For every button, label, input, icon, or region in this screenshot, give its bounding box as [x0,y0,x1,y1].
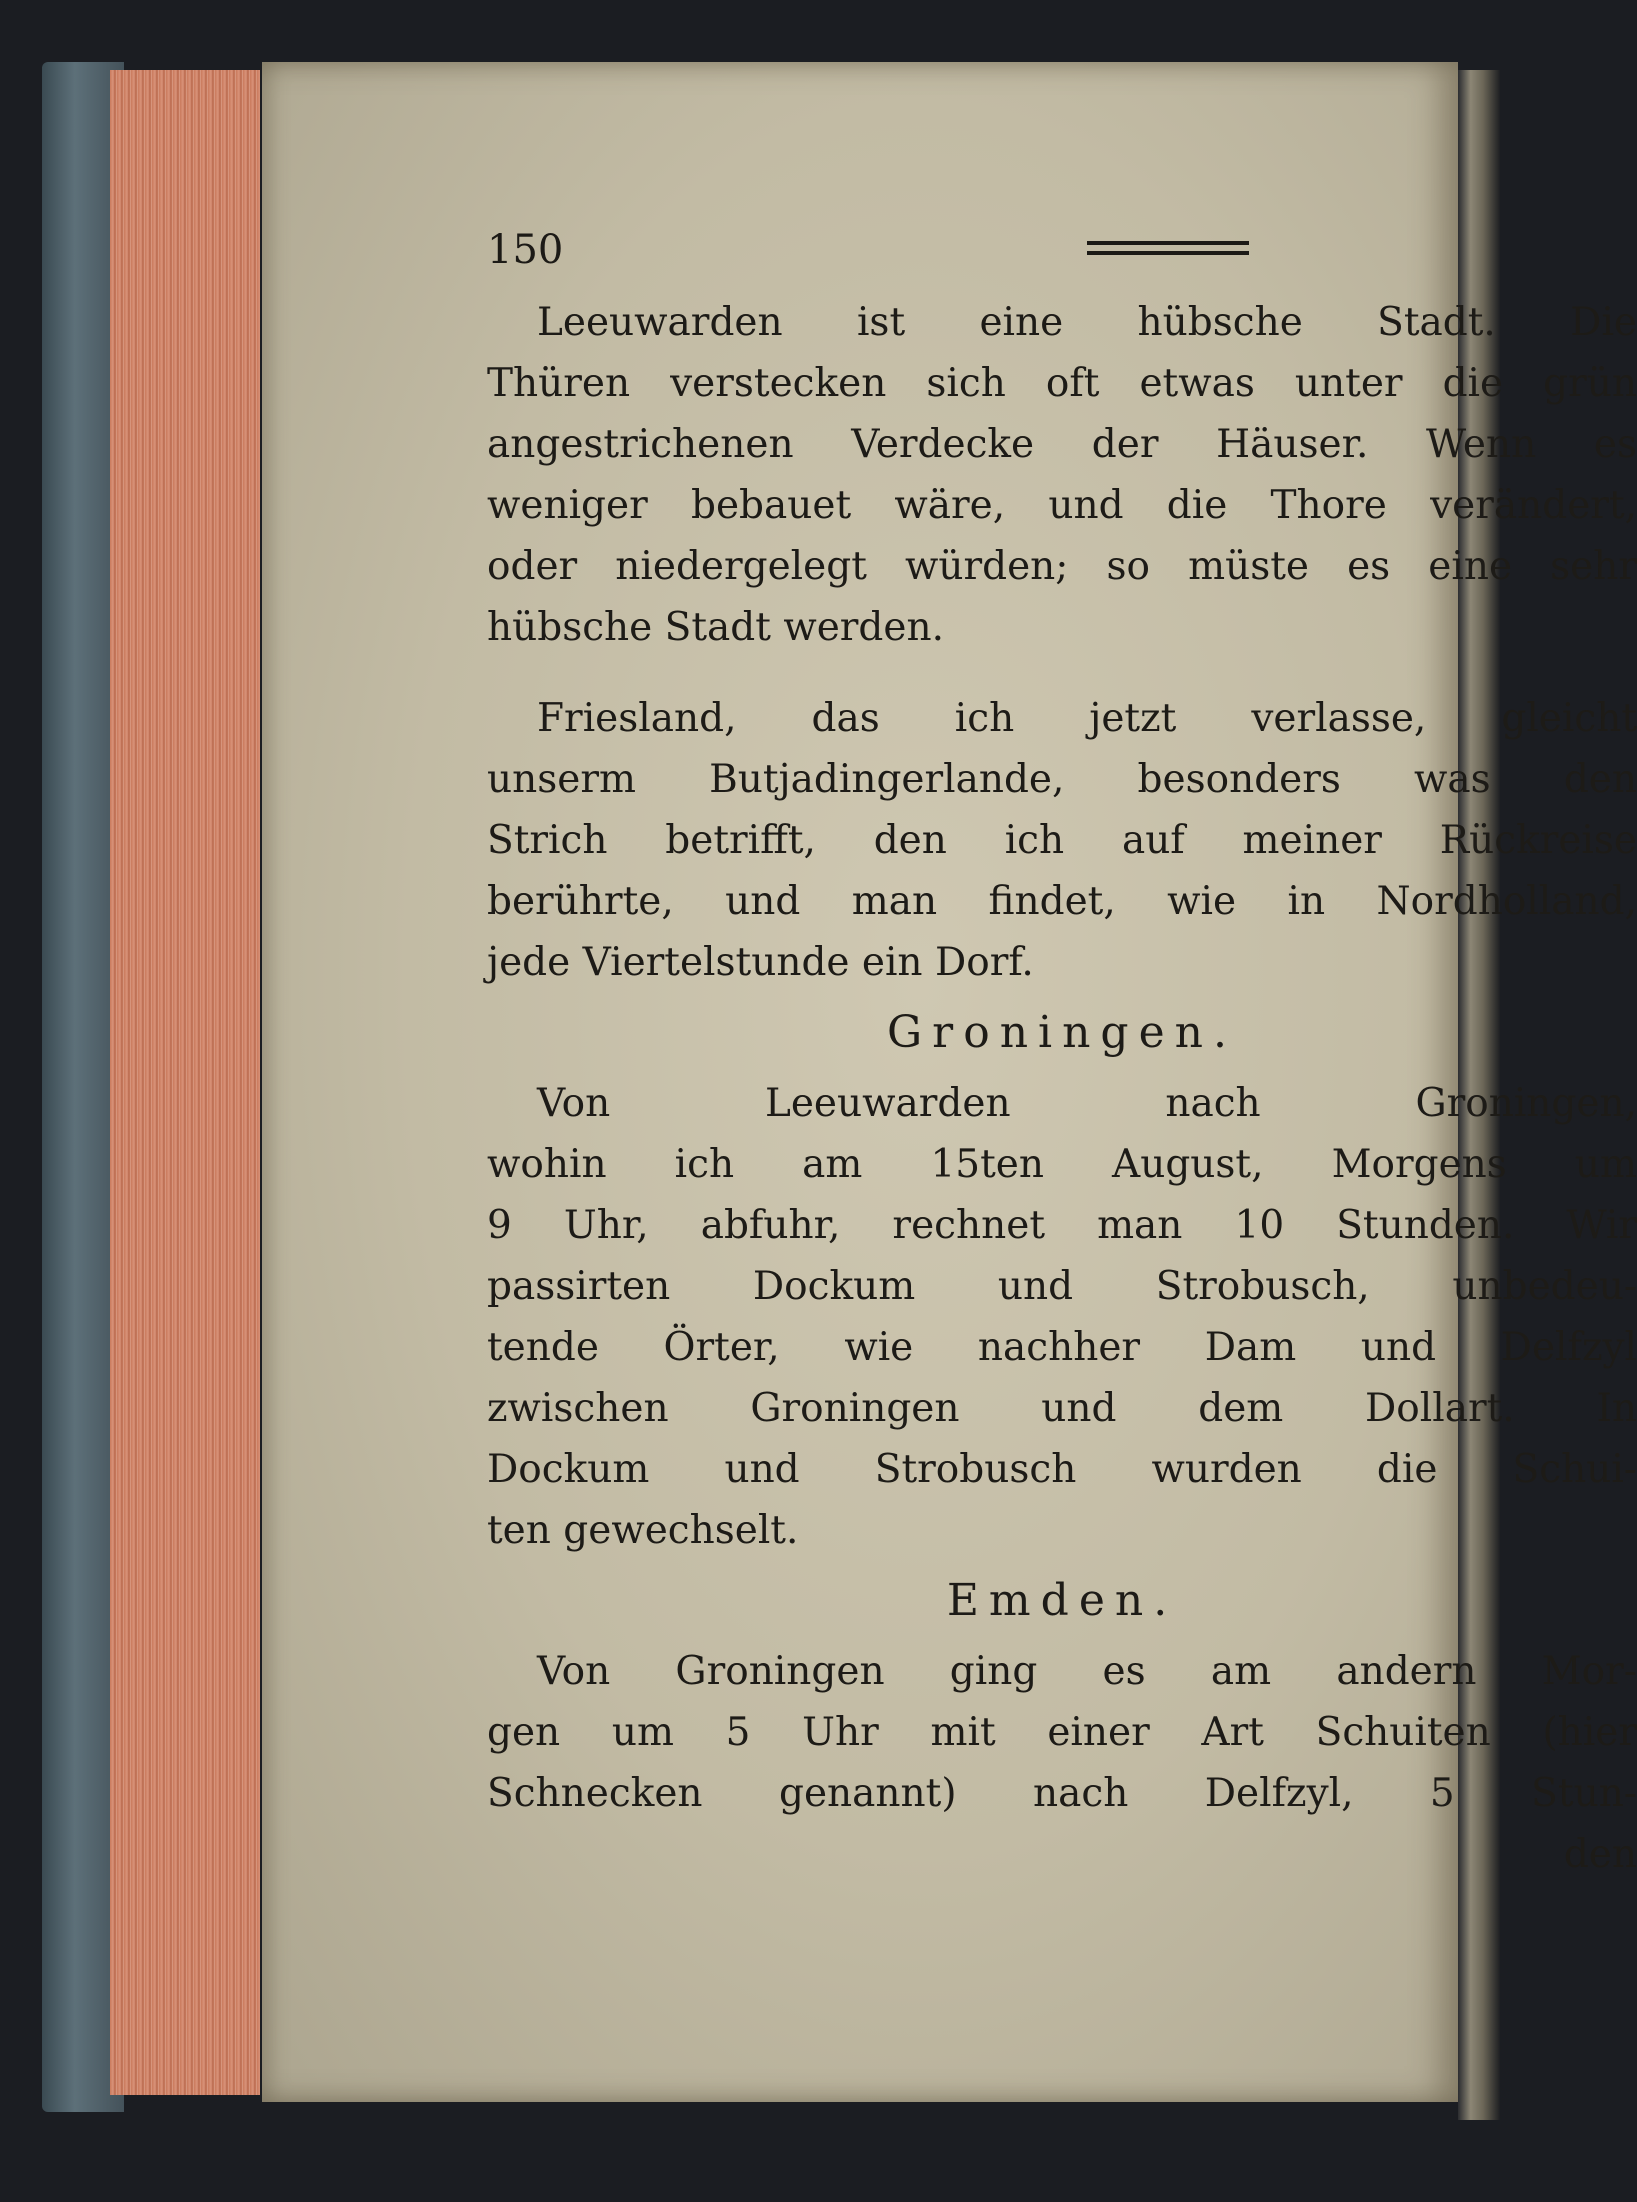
paragraph-gap [487,658,1637,688]
text-line: weniger bebauet wäre, und die Thore verändert, [487,483,1637,528]
section-heading-groningen: Groningen. [887,1007,1237,1058]
header-rule-bottom [1087,251,1249,255]
catchword: den [1563,1832,1637,1877]
text-line: 9 Uhr, abfuhr, rechnet man 10 Stunden. Wir [487,1203,1637,1248]
text-line: tende Örter, wie nachher Dam und Delfzyl [487,1325,1637,1370]
text-line: angestrichenen Verdecke der Häuser. Wenn es [487,422,1637,467]
text-line: passirten Dockum und Strobusch, unbedeu- [487,1264,1637,1309]
paragraph-friesland [487,688,1637,993]
text-line: Thüren verstecken sich oft etwas unter die grün [487,361,1637,406]
text-line: unserm Butjadingerlande, besonders was den [487,757,1637,802]
paragraph-groningen [487,1073,1637,1561]
page-number: 150 [487,227,564,273]
book-page [262,62,1637,2102]
section-heading-emden: Emden. [946,1575,1178,1626]
paragraph-leeuwarden [487,292,1637,658]
page-header [487,227,1317,287]
text-line: Leeuwarden ist eine hübsche Stadt. Die [537,300,1637,345]
text-line: Von Groningen ging es am andern Mor- [537,1649,1637,1694]
header-rule-top [1087,241,1249,245]
text-line: berührte, und man findet, wie in Nordholland, [487,879,1637,924]
text-column [487,292,1637,1885]
text-line: Strich betrifft, den ich auf meiner Rückreise [487,818,1637,863]
paragraph-emden [487,1641,1637,1824]
text-line: gen um 5 Uhr mit einer Art Schuiten (hier [487,1710,1637,1755]
text-line: Schnecken genannt) nach Delfzyl, 5 Stun- [487,1771,1637,1816]
text-line: Friesland, das ich jetzt verlasse, gleicht [537,696,1637,741]
text-line: Dockum und Strobusch wurden die Schui- [487,1447,1637,1492]
text-line: hübsche Stadt werden. [487,605,944,650]
text-line: Von Leeuwarden nach Groningen, [537,1081,1637,1126]
text-line: zwischen Groningen und dem Dollart. In [487,1386,1637,1431]
text-line: jede Viertelstunde ein Dorf. [487,940,1034,985]
text-line: oder niedergelegt würden; so müste es eine sehr [487,544,1637,589]
page-edges [110,70,260,2095]
text-line: wohin ich am 15ten August, Morgens um [487,1142,1637,1187]
text-line: ten gewechselt. [487,1508,799,1553]
